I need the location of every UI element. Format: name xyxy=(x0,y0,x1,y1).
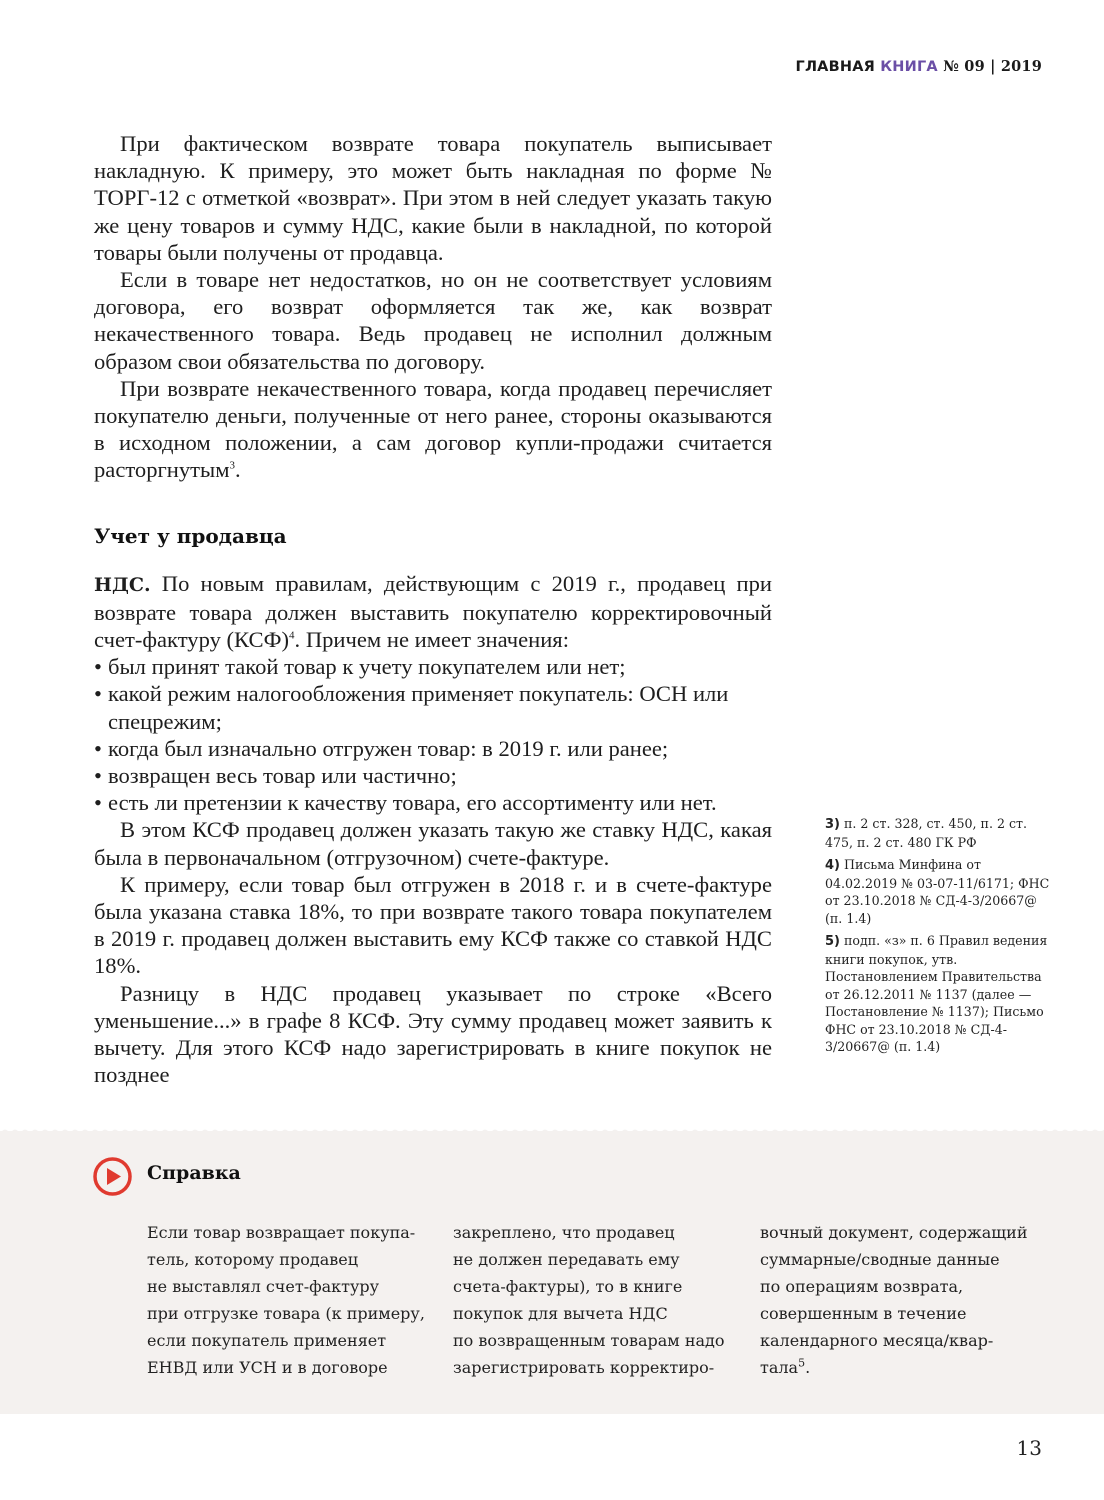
bullet-list xyxy=(94,653,772,816)
list-item: • возвращен весь товар или частично; xyxy=(94,762,772,789)
footnote-5: 5) подп. «з» п. 6 Правил ведения книги покупок, утв. Постановлением Правительства от 26.12.2011 № 1137 (далее — Постановление № 1137); Письмо ФНС от 23.10.2018 № СД-4-3/20667@ (п. 1.4) xyxy=(825,933,1048,1054)
footnote-4: 4) Письма Минфина от 04.02.2019 № 03-07-11/6171; ФНС от 23.10.2018 № СД-4-3/20667@ (п. 1.4) xyxy=(825,857,1050,926)
footnote-3: 3) п. 2 ст. 328, ст. 450, п. 2 ст. 475, п. 2 ст. 480 ГК РФ xyxy=(825,816,1027,850)
play-circle-icon xyxy=(92,1156,133,1197)
issue-number: № 09 | 2019 xyxy=(943,58,1042,75)
reference-column-1: Если товар возвращает покупа- тель, которому продавец не выставлял счет-фактуру при отгрузке товара (к примеру, если покупатель применяет ЕНВД или УСН и в договоре xyxy=(147,1223,425,1377)
section-heading: Учет у продавца xyxy=(94,523,287,548)
paragraph: При фактическом возврате товара покупатель выписывает накладную. К примеру, это может быть накладная по форме № ТОРГ-12 с отметкой «возврат». При этом в ней следует указать такую же цену товаров и сумму НДС, какие были в накладной, по которой товары были получены от продавца. xyxy=(94,131,772,265)
list-item: • был принят такой товар к учету покупателем или нет; xyxy=(94,653,772,680)
list-item: • какой режим налогообложения применяет покупатель: ОСН или спецрежим; xyxy=(94,680,772,734)
reference-title: Справка xyxy=(147,1162,241,1184)
page-number: 13 xyxy=(1016,1436,1042,1460)
list-item: • есть ли претензии к качеству товара, его ассортименту или нет. xyxy=(94,789,772,816)
brand-part1: ГЛАВНАЯ xyxy=(795,59,875,75)
reference-box xyxy=(0,1131,1104,1414)
footnote-ref[interactable]: 4 xyxy=(289,629,295,642)
paragraph: Разницу в НДС продавец указывает по строке «Всего уменьшение...» в графе 8 КСФ. Эту сумму продавец может заявить к вычету. Для этого КСФ надо зарегистрировать в книге покупок не позднее xyxy=(94,980,772,1088)
paragraph: При возврате некачественного товара, когда продавец перечисляет покупателю деньги, полученные от него ранее, стороны оказываются в исходном положении, а сам договор купли-продажи считается расторгнутым$^3$. xyxy=(94,375,772,483)
sidenotes xyxy=(825,815,1050,1061)
reference-column-3: вочный документ, содержащий суммарные/сводные данные по операциям возврата, совершенным в течение календарного месяца/квар- тала$^5$. xyxy=(760,1223,1028,1377)
running-header xyxy=(796,58,1043,75)
footnote-ref[interactable]: 5 xyxy=(798,1356,806,1370)
article-body xyxy=(94,130,772,1089)
paragraph: В этом КСФ продавец должен указать такую же ставку НДС, какая была в первоначальном (отгрузочном) счете-фактуре. xyxy=(94,817,772,870)
vat-paragraph: НДС. По новым правилам, действующим с 2019 г., продавец при возврате товара должен выставить покупателю корректировочный счет-фактуру (КСФ)$^4$. Причем не имеет значения: xyxy=(94,570,772,653)
list-item: • когда был изначально отгружен товар: в 2019 г. или ранее; xyxy=(94,735,772,762)
vat-lead: НДС. xyxy=(94,573,151,596)
reference-column-2: закреплено, что продавец не должен передавать ему счета-фактуры), то в книге покупок для вычета НДС по возвращенным товарам надо зарегистрировать корректиро- xyxy=(453,1223,725,1377)
paragraph: К примеру, если товар был отгружен в 2018 г. и в счете-фактуре была указана ставка 18%, то при возврате такого товара покупателем в 2019 г. продавец должен выставить ему КСФ также со ставкой НДС 18%. xyxy=(94,871,772,979)
brand-part2: КНИГА xyxy=(880,59,938,75)
paragraph: Если в товаре нет недостатков, но он не соответствует условиям договора, его возврат оформляется так же, как возврат некачественного товара. Ведь продавец не исполнил должным образом свои обязательства по договору. xyxy=(94,267,772,374)
zigzag-edge xyxy=(0,1127,1104,1133)
footnote-ref[interactable]: 3 xyxy=(229,459,236,472)
